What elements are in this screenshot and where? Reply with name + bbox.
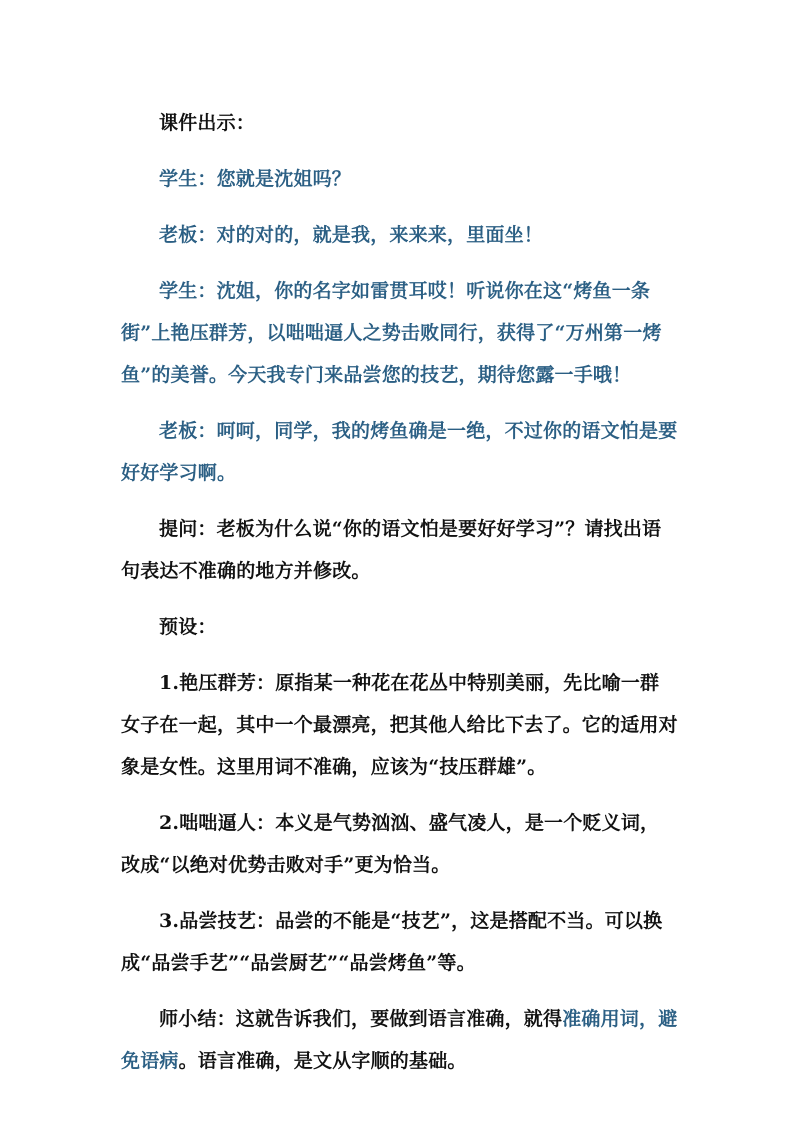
paragraph-student-line-2: 学生：沈姐，你的名字如雷贯耳哎！听说你在这“烤鱼一条街”上艳压群芳，以咄咄逼人之势击败同行，获得了“万州第一烤鱼”的美誉。今天我专门来品尝您的技艺，期待您露一手哦！ xyxy=(121,280,662,386)
paragraph-student-line-1: 学生：您就是沈姐吗？ xyxy=(159,168,352,190)
paragraph-courseware-intro: 课件出示： xyxy=(159,112,256,134)
paragraph-preset-item-2: 2.咄咄逼人：本义是气势汹汹、盛气凌人，是一个贬义词，改成“以绝对优势击败对手”更为恰当。 xyxy=(121,812,660,876)
paragraph-question: 提问：老板为什么说“你的语文怕是要好好学习”？请找出语句表达不准确的地方并修改。 xyxy=(121,518,662,582)
summary-highlight: 准确用词，避免语病 xyxy=(121,1008,678,1072)
summary-text-end: 。语言准确，是文从字顺的基础。 xyxy=(178,1050,467,1072)
paragraph-boss-line-1: 老板：对的对的，就是我，来来来，里面坐！ xyxy=(159,224,544,246)
paragraph-preset-heading: 预设： xyxy=(159,616,217,638)
paragraph-preset-item-1: 1.艳压群芳：原指某一种花在花丛中特别美丽，先比喻一群女子在一起，其中一个最漂亮，把其他人给比下去了。它的适用对象是女性。这里用词不准确，应该为“技压群雄”。 xyxy=(121,672,678,778)
paragraph-teacher-summary xyxy=(121,998,678,1082)
paragraph-preset-item-3: 3.品尝技艺：品尝的不能是“技艺”，这是搭配不当。可以换成“品尝手艺”“品尝厨艺”“品尝烤鱼”等。 xyxy=(121,910,663,974)
summary-text-start: 师小结：这就告诉我们，要做到语言准确，就得 xyxy=(159,1008,563,1030)
paragraph-boss-line-2: 老板：呵呵，同学，我的烤鱼确是一绝，不过你的语文怕是要好好学习啊。 xyxy=(121,420,678,484)
